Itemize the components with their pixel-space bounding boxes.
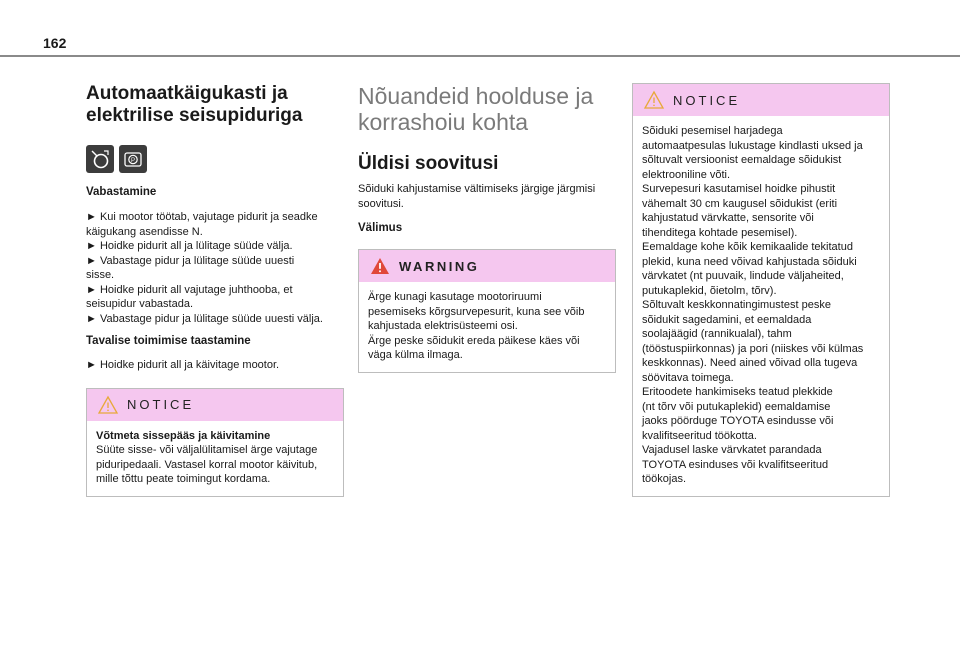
notice-box-left xyxy=(86,388,344,497)
notice-label: NOTICE xyxy=(127,397,195,412)
notice-line: soolajäägid (rannikualal), tahm xyxy=(642,328,792,340)
notice-label: NOTICE xyxy=(673,92,741,108)
warning-triangle-icon xyxy=(369,256,391,276)
intro-text: Sõiduki kahjustamise vältimiseks järgige järgmisi soovitusi. xyxy=(358,183,596,210)
icon-row xyxy=(86,145,344,173)
section-heading-exterior: Välimus xyxy=(358,222,403,234)
notice-line: keskkonnas). Need ained võivad olla tugeva xyxy=(642,357,858,369)
notice-line: plekid, kuna need võivad kahjustada sõiduki xyxy=(642,255,857,268)
notice-line: automaatpesulas lukustage kindlasti uksed ja xyxy=(642,139,863,152)
warning-header xyxy=(359,250,615,282)
notice-line: kahjustatud värvkatte, sensorite või xyxy=(642,212,814,224)
middle-title: Nõuandeid hoolduse ja korrashoiu kohta xyxy=(358,83,594,135)
notice-triangle-icon xyxy=(643,90,665,110)
notice-line: (nt tõrv või putukaplekid) eemaldamise xyxy=(642,400,831,413)
left-column xyxy=(86,83,344,497)
notice-line: tihenditega kohtade pesemisel). xyxy=(642,226,798,239)
left-title: Automaatkäigukasti ja elektrilise seisupiduriga xyxy=(86,83,303,126)
parking-brake-icon xyxy=(119,145,147,173)
notice-line: putukaplekid, õietolm, tõrv). xyxy=(642,284,777,297)
notice-line: söövitava toimega. xyxy=(642,371,734,384)
notice-line: Survepesuri kasutamisel hoidke pihustit xyxy=(642,183,836,195)
middle-subtitle: Üldisi soovitusi xyxy=(358,153,499,174)
notice-header xyxy=(87,389,343,421)
warning-body: Ärge kunagi kasutage mootoriruumi pesemiseks kõrgsurvepesurit, kuna see võib kahjustada elektrisüsteemi osi. Ärge peske sõidukit ereda päikese käes või väga külma ilmaga. xyxy=(368,291,585,361)
notice-header xyxy=(633,84,889,116)
notice-line: (tööstuspiirkonnas) ja pori (niiskes või külmas xyxy=(642,342,864,355)
middle-column xyxy=(358,83,616,373)
notice-line: TOYOTA esinduses või kvalifitseeritud xyxy=(642,458,829,471)
notice-line: jaoks pöörduge TOYOTA esindusse või xyxy=(642,415,834,427)
svg-text:P: P xyxy=(130,158,136,164)
notice-triangle-icon xyxy=(97,395,119,415)
notice-body xyxy=(633,116,889,496)
section-heading-restore: Tavalise toimimise taastamine xyxy=(86,335,251,347)
notice-line: Sõiduki pesemisel harjadega xyxy=(642,125,783,137)
notice-box-right xyxy=(632,83,890,497)
notice-line: elektrooniline võti. xyxy=(642,168,731,181)
restore-steps: ► Hoidke pidurit all ja käivitage mootor. xyxy=(86,359,280,371)
header-rule xyxy=(0,55,960,57)
notice-line: sõltuvalt versioonist eemaldage sõidukist xyxy=(642,154,842,166)
notice-line: Sõltuvalt keskkonnatingimustest peske xyxy=(642,299,831,311)
section-heading-release: Vabastamine xyxy=(86,186,157,198)
notice-line: Vajadusel laske värvkatet parandada xyxy=(642,444,822,456)
notice-line: Eritoodete hankimiseks teatud plekkide xyxy=(642,386,833,398)
release-steps: ► Kui mootor töötab, vajutage pidurit ja seadke käigukang asendisse N. ► Hoidke pidurit all ja lülitage süüde välja. ► Vabastage pidur ja lülitage süüde uuesti sisse. ► Hoidke pidurit all vajutage juhthooba, et seisupidur vabastada. ► Vabastage pidur ja lülitage süüde uuesti välja. xyxy=(86,211,323,325)
right-column xyxy=(632,83,890,497)
notice-body: Võtmeta sissepääs ja käivitamine Süüte sisse- või väljalülitamisel ärge vajutage piduripedaali. Vastasel korral mootor käivitub, mille tõttu peate toimingut kordama. xyxy=(96,429,318,485)
notice-line: Eemaldage kohe kõik kemikaalide tekitatud xyxy=(642,241,853,253)
steering-wheel-icon xyxy=(86,145,114,173)
warning-box xyxy=(358,249,616,373)
notice-line: kvalifitseeritud töökotta. xyxy=(642,429,757,442)
page-number: 162 xyxy=(43,35,67,51)
notice-line: vähemalt 30 cm kaugusel sõidukist (eriti xyxy=(642,197,838,210)
notice-line: sõidukit sagedamini, et eemaldada xyxy=(642,313,812,326)
notice-line: töökojas. xyxy=(642,473,687,485)
warning-label: WARNING xyxy=(399,258,480,274)
notice-line: värvkatet (nt puuvaik, lindude väljaheited, xyxy=(642,270,844,282)
